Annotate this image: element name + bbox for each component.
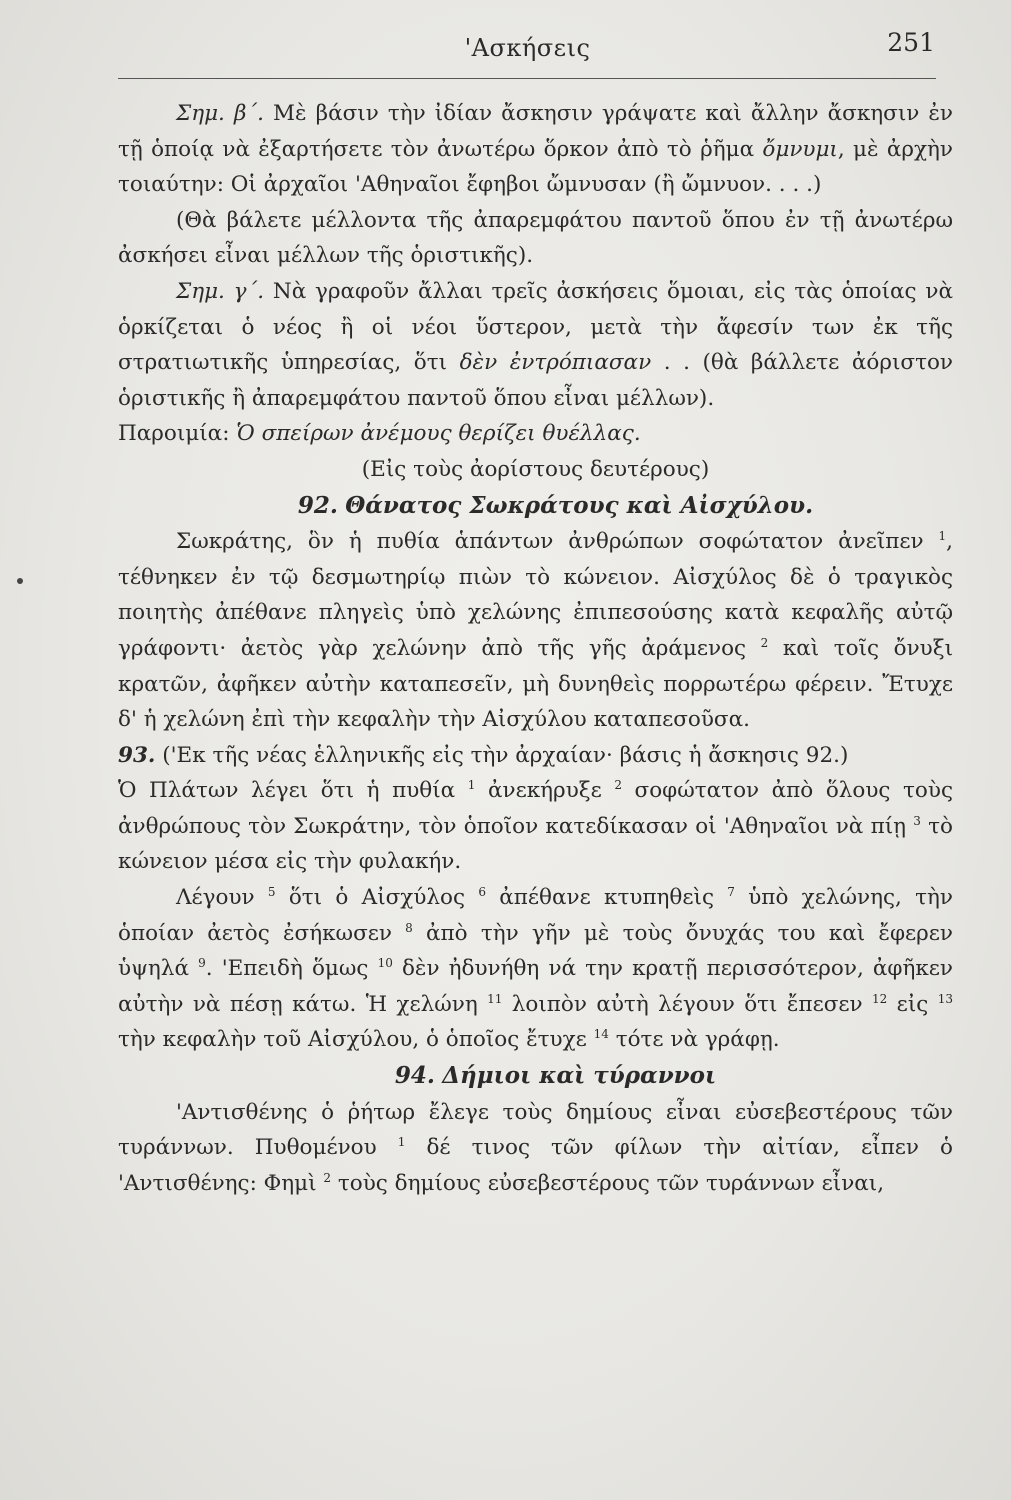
text-run: τὴν κεφαλὴν τοῦ Αἰσχύλου, ὁ ὁποῖος ἔτυχε: [118, 1027, 594, 1053]
text-run: σοφώτατον ἀπὸ ὅλους τοὺς ἀνθρώπους τὸν Σωκράτην, τὸν ὁποῖον κατεδίκασαν οἱ 'Αθηναῖοι νὰ πίῃ: [118, 778, 953, 839]
footnote-marker: 8: [405, 920, 413, 935]
note-gamma: [118, 274, 953, 416]
text-run: ἀπὸ τὴν γῆν μὲ τοὺς ὄνυχάς του καὶ ἔφερεν ὑψηλά: [118, 920, 953, 982]
section-92-text: [118, 524, 953, 738]
text-run: (Θὰ βάλετε μέλλοντα τῆς ἀπαρεμφάτου παντοῦ ὅπου ἐν τῇ ἀνωτέρω ἀσκήσει εἶναι μέλλων τῆς ὁριστικῆς).: [118, 207, 953, 269]
text-run: Μὲ βάσιν τὴν ἰδίαν ἄσκησιν γράψατε καὶ ἄλλην ἄσκησιν ἐν τῇ ὁποίᾳ νὰ ἐξαρτήσετε τὸν ἀνωτέρω ὅρκον ἀπὸ τὸ ῥῆμα: [118, 101, 953, 162]
text-run: Παροιμία:: [118, 421, 237, 447]
footnote-marker: 1: [938, 529, 947, 544]
section-94-number: 94.: [394, 1062, 435, 1090]
aorist-subtitle: (Εἰς τοὺς ἀορίστους δευτέρους): [361, 456, 710, 482]
footnote-marker: 7: [727, 885, 735, 900]
section-94-title: Δήμιοι καὶ τύραννοι: [442, 1062, 717, 1090]
footnote-marker: 3: [913, 813, 921, 828]
running-title: 'Ασκήσεις: [464, 34, 591, 62]
footnote-marker: 1: [467, 778, 476, 793]
italic-text: Σημ. γ΄.: [176, 278, 265, 304]
section-93-text-b: [118, 880, 953, 1058]
footnote-marker: 10: [377, 956, 393, 971]
footnote-marker: 5: [267, 885, 276, 900]
text-run: τὸ κώνειον μέσα εἰς τὴν φυλακήν.: [118, 813, 953, 875]
note-beta: [118, 96, 953, 203]
page-number: 251: [887, 28, 935, 57]
section-92-title: Θάνατος Σωκράτους καὶ Αἰσχύλου.: [345, 491, 814, 519]
section-94-heading: [158, 1058, 953, 1095]
text-run: λοιπὸν αὐτὴ λέγουν ὅτι ἔπεσεν: [502, 991, 872, 1017]
text-run: καὶ τοῖς ὄνυξι κρατῶν, ἀφῆκεν αὐτὴν καταπεσεῖν, μὴ δυνηθεὶς πορρωτέρω φέρειν. Ἔτυχε δ' ἡ χελώνη ἐπὶ τὴν κεφαλὴν τὴν Αἰσχύλου καταπεσοῦσα.: [118, 635, 953, 733]
footnote-marker: 13: [937, 991, 953, 1006]
footnote-marker: 9: [198, 956, 206, 971]
text-run: , μὲ ἀρχὴν τοιαύτην: Οἱ ἀρχαῖοι 'Αθηναῖοι ἔφηβοι ὤμνυσαν (ἢ ὤμνυον. . . .): [118, 136, 953, 198]
text-run: ὅτι ὁ Αἰσχύλος: [275, 885, 479, 911]
italic-text: Σημ. β΄.: [176, 101, 264, 126]
header-rule: [118, 78, 936, 79]
note-beta-instruction: [118, 203, 953, 274]
section-92-number: 92.: [297, 491, 338, 519]
footnote-marker: 2: [760, 635, 769, 650]
section-93-number: 93.: [118, 742, 156, 768]
text-run: δέ τινος τῶν φίλων τὴν αἰτίαν, εἶπεν ὁ 'Αντισθένης: Φημὶ: [118, 1135, 953, 1196]
text-run: τοὺς δημίους εὐσεβεστέρους τῶν τυράννων εἶναι,: [331, 1170, 885, 1196]
italic-text: Ὁ σπείρων ἀνέμους θερίζει θυέλλας.: [236, 421, 641, 447]
text-run: 'Αντισθένης ὁ ῥήτωρ ἔλεγε τοὺς δημίους εἶναι εὐσεβεστέρους τῶν τυράννων. Πυθομένου: [118, 1099, 953, 1161]
italic-text: δὲν ἐντρόπιασαν: [459, 350, 652, 376]
text-run: Νὰ γραφοῦν ἄλλαι τρεῖς ἀσκήσεις ὅμοιαι, εἰς τὰς ὁποίας νὰ ὁρκίζεται ὁ νέος ἢ οἱ νέοι ὕστερον, μετὰ τὴν ἄφεσίν των ἐκ τῆς στρατιωτικῆς ὑπηρεσίας, ὅτι: [118, 278, 953, 376]
footnote-marker: 2: [614, 778, 622, 793]
text-run: ἀνεκήρυξε: [475, 778, 615, 804]
text-run: Λέγουν: [176, 885, 268, 911]
text-run: . 'Επειδὴ ὅμως: [205, 956, 378, 982]
section-94-text: [118, 1095, 953, 1202]
section-93-title: ('Εκ τῆς νέας ἑλληνικῆς εἰς τὴν ἀρχαίαν· βάσις ἡ ἄσκησις 92.): [162, 742, 849, 768]
body-text: [118, 96, 953, 1201]
text-run: Σωκράτης, ὃν ἡ πυθία ἁπάντων ἀνθρώπων σοφώτατον ἀνεῖπεν: [176, 529, 939, 555]
proverb: [118, 416, 953, 452]
text-run: τότε νὰ γράφῃ.: [608, 1027, 780, 1053]
footnote-marker: 11: [487, 991, 503, 1006]
italic-text: ὄμνυμι: [762, 136, 838, 162]
footnote-marker: 12: [872, 991, 888, 1006]
text-run: εἰς: [887, 991, 938, 1017]
section-92-heading: [158, 488, 953, 525]
section-93-heading: [118, 738, 953, 774]
footnote-marker: 6: [478, 885, 486, 900]
footnote-marker: 2: [323, 1170, 332, 1185]
text-run: , τέθνηκεν ἐν τῷ δεσμωτηρίῳ πιὼν τὸ κώνειον. Αἰσχύλος δὲ ὁ τραγικὸς ποιητὴς ἀπέθανε πληγεὶς ὑπὸ χελώνης ἐπιπεσούσης κατὰ κεφαλῆς αὐτῷ γράφοντι· ἀετὸς γὰρ χελώνην ἀπὸ τῆς γῆς ἀράμενος: [118, 529, 953, 661]
text-run: . . (θὰ βάλλετε ἀόριστον ὁριστικῆς ἢ ἀπαρεμφάτου παντοῦ ὅπου εἶναι μέλλων).: [118, 350, 953, 411]
text-run: ὑπὸ χελώνης, τὴν ὁποίαν ἀετὸς ἐσήκωσεν: [118, 885, 953, 946]
text-run: δὲν ἠδυνήθη νά την κρατῇ περισσότερον, ἀφῆκεν αὐτὴν νὰ πέσῃ κάτω. Ἡ χελώνη: [118, 956, 953, 1017]
footnote-marker: 14: [593, 1027, 609, 1042]
section-93-text-a: [118, 773, 953, 880]
text-run: ἀπέθανε κτυπηθεὶς: [485, 885, 728, 911]
margin-dot: [17, 578, 23, 584]
text-run: Ὁ Πλάτων λέγει ὅτι ἡ πυθία: [118, 778, 468, 804]
page-header: [120, 18, 935, 66]
footnote-marker: 1: [397, 1135, 406, 1150]
